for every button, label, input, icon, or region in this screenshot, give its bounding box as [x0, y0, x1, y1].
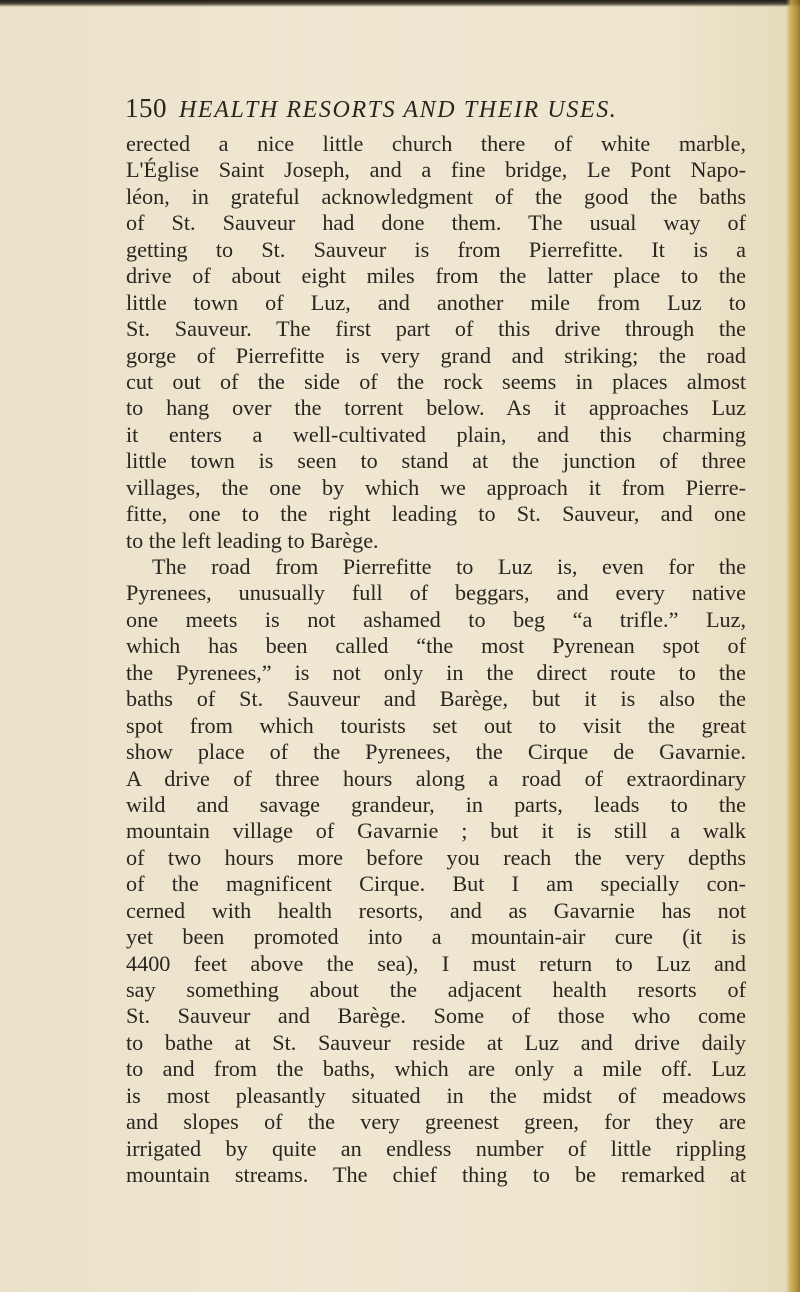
text-line: and slopes of the very greenest green, for they are — [126, 1109, 746, 1135]
running-title: HEALTH RESORTS AND THEIR USES. — [179, 97, 618, 123]
text-line: to bathe at St. Sauveur reside at Luz and drive daily — [126, 1029, 746, 1055]
text-line: of two hours more before you reach the very depths — [126, 844, 746, 870]
paragraph-end-line: to the left leading to Barège. — [126, 527, 379, 553]
text-line: mountain streams. The chief thing to be remarked at — [126, 1162, 746, 1188]
text-line: cut out of the side of the rock seems in places almost — [126, 368, 746, 394]
text-line: A drive of three hours along a road of extraordinary — [126, 765, 746, 791]
text-line: wild and savage grandeur, in parts, leads to the — [126, 791, 746, 817]
text-line: gorge of Pierrefitte is very grand and striking; the road — [126, 342, 746, 368]
text-line: is most pleasantly situated in the midst of meadows — [126, 1082, 746, 1108]
text-line: the Pyrenees,” is not only in the direct route to the — [126, 659, 746, 685]
gilt-page-edge — [786, 0, 800, 1292]
text-line: of St. Sauveur had done them. The usual way of — [126, 210, 746, 236]
text-line: cerned with health resorts, and as Gavarnie has not — [126, 897, 746, 923]
text-line: spot from which tourists set out to visit the great — [126, 712, 746, 738]
text-line: little town of Luz, and another mile from Luz to — [126, 289, 746, 315]
text-line: getting to St. Sauveur is from Pierrefitte. It is a — [126, 236, 746, 262]
text-line: Pyrenees, unusually full of beggars, and every native — [126, 580, 746, 606]
text-line: léon, in grateful acknowledgment of the good the baths — [126, 183, 746, 209]
text-line: erected a nice little church there of white marble, — [126, 131, 746, 156]
text-line: say something about the adjacent health resorts of — [126, 977, 746, 1002]
text-line: St. Sauveur and Barège. Some of those who come — [126, 1003, 746, 1029]
text-line: 4400 feet above the sea), I must return to Luz and — [126, 950, 746, 976]
text-line: to hang over the torrent below. As it approaches Luz — [126, 395, 746, 421]
text-line: baths of St. Sauveur and Barège, but it is also the — [126, 686, 746, 712]
text-line: mountain village of Gavarnie ; but it is still a walk — [126, 818, 746, 844]
text-line: one meets is not ashamed to beg “a trifle.” Luz, — [126, 606, 746, 632]
body-text — [126, 131, 746, 1189]
text-line: drive of about eight miles from the latter place to the — [126, 263, 746, 289]
page-number: 150 — [125, 93, 167, 123]
text-line: show place of the Pyrenees, the Cirque de Gavarnie. — [126, 739, 746, 765]
text-line: villages, the one by which we approach it from Pierre- — [126, 474, 746, 500]
running-head — [125, 93, 745, 129]
text-line: yet been promoted into a mountain-air cure (it is — [126, 924, 746, 950]
page-top-edge — [0, 0, 800, 7]
text-line: to and from the baths, which are only a mile off. Luz — [126, 1056, 746, 1082]
text-line: which has been called “the most Pyrenean spot of — [126, 633, 746, 659]
text-line: it enters a well-cultivated plain, and this charming — [126, 421, 746, 447]
text-line: irrigated by quite an endless number of little rippling — [126, 1135, 746, 1161]
paragraph-start-line: The road from Pierrefitte to Luz is, even for the — [152, 554, 746, 579]
text-line: L'Église Saint Joseph, and a fine bridge, Le Pont Napo- — [126, 157, 746, 183]
text-line: little town is seen to stand at the junction of three — [126, 448, 746, 474]
text-line: fitte, one to the right leading to St. Sauveur, and one — [126, 501, 746, 527]
text-line: St. Sauveur. The first part of this drive through the — [126, 316, 746, 342]
text-line: of the magnificent Cirque. But I am specially con- — [126, 871, 746, 897]
